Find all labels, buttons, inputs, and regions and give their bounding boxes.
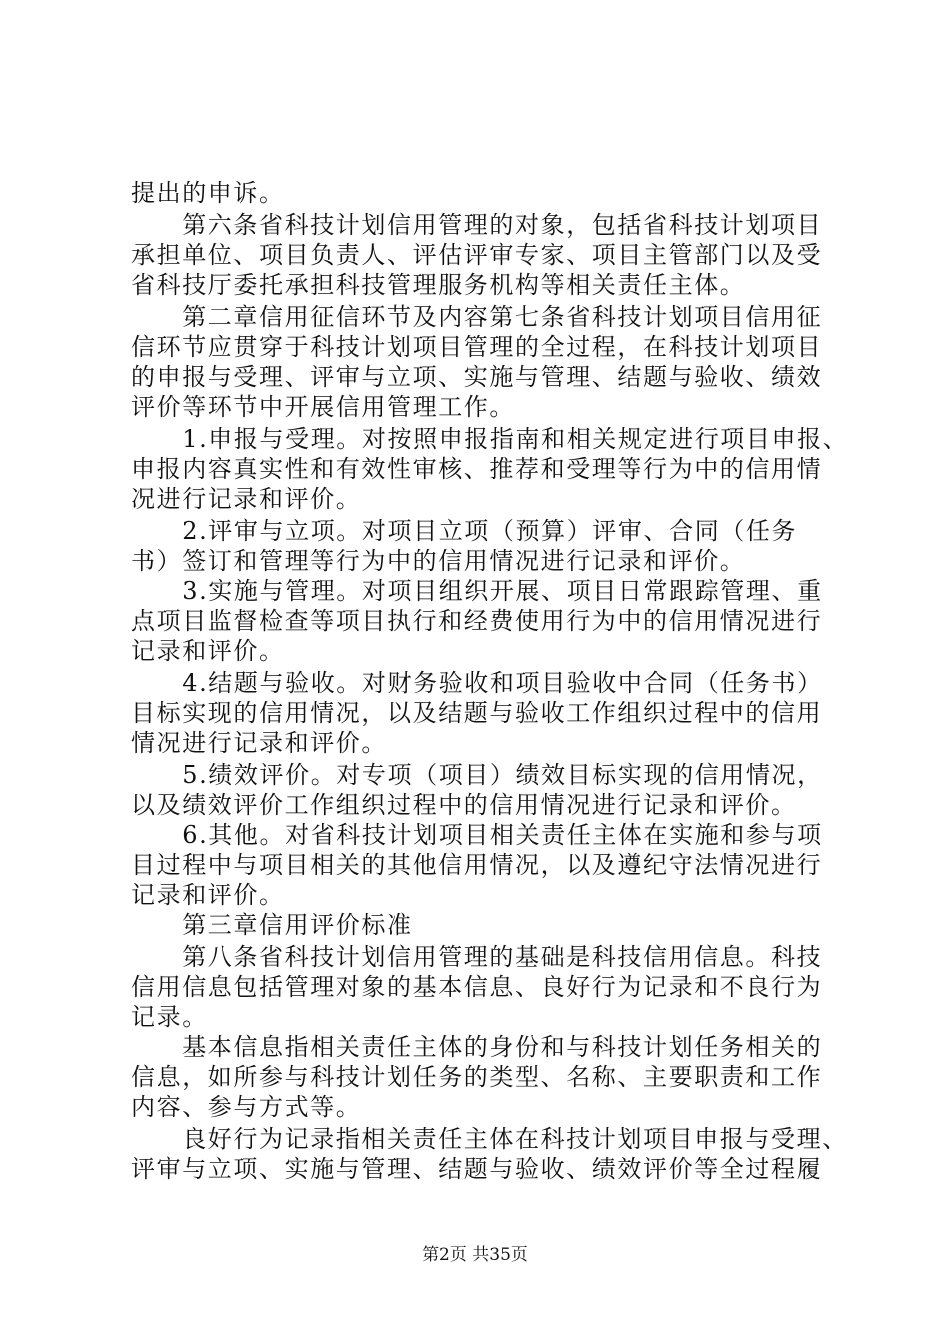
text-line: 情况进行记录和评价。	[131, 729, 387, 757]
text-line: 良好行为记录指相关责任主体在科技计划项目申报与受理、	[131, 1125, 848, 1153]
text-line: 信环节应贯穿于科技计划项目管理的全过程，在科技计划项目	[131, 333, 823, 361]
text-line: 5.绩效评价。对专项（项目）绩效目标实现的信用情况，	[131, 761, 823, 789]
text-line: 申报内容真实性和有效性审核、推荐和受理等行为中的信用情	[131, 455, 823, 483]
text-line: 提出的申诉。	[131, 179, 285, 207]
text-line: 省科技厅委托承担科技管理服务机构等相关责任主体。	[131, 271, 746, 299]
text-line: 内容、参与方式等。	[131, 1093, 362, 1121]
text-line: 承担单位、项目负责人、评估评审专家、项目主管部门以及受	[131, 241, 823, 269]
text-line: 记录和评价。	[131, 881, 285, 909]
text-line: 况进行记录和评价。	[131, 485, 362, 513]
section-heading: 第三章信用评价标准	[131, 911, 413, 939]
text-line: 书）签订和管理等行为中的信用情况进行记录和评价。	[131, 547, 746, 575]
text-line: 1.申报与受理。对按照申报指南和相关规定进行项目申报、	[131, 425, 849, 453]
text-line: 第二章信用征信环节及内容第七条省科技计划项目信用征	[131, 303, 823, 331]
text-line: 信用信息包括管理对象的基本信息、良好行为记录和不良行为	[131, 973, 823, 1001]
text-line: 3.实施与管理。对项目组织开展、项目日常跟踪管理、重	[131, 577, 823, 605]
text-line: 的申报与受理、评审与立项、实施与管理、结题与验收、绩效	[131, 363, 823, 391]
text-line: 第八条省科技计划信用管理的基础是科技信用信息。科技	[131, 943, 823, 971]
text-line: 目标实现的信用情况，以及结题与验收工作组织过程中的信用	[131, 699, 823, 727]
text-line: 6.其他。对省科技计划项目相关责任主体在实施和参与项	[131, 821, 823, 849]
text-line: 点项目监督检查等项目执行和经费使用行为中的信用情况进行	[131, 607, 823, 635]
text-line: 评价等环节中开展信用管理工作。	[131, 393, 515, 421]
text-line: 第六条省科技计划信用管理的对象，包括省科技计划项目	[131, 211, 823, 239]
text-line: 目过程中与项目相关的其他信用情况，以及遵纪守法情况进行	[131, 851, 823, 879]
page-footer: 第2页 共35页	[422, 1245, 528, 1265]
text-line: 记录。	[131, 1003, 208, 1031]
text-line: 信息，如所参与科技计划任务的类型、名称、主要职责和工作	[131, 1063, 823, 1091]
text-line: 4.结题与验收。对财务验收和项目验收中合同（任务书）	[131, 669, 823, 697]
text-line: 评审与立项、实施与管理、结题与验收、绩效评价等全过程履	[131, 1155, 823, 1183]
text-line: 以及绩效评价工作组织过程中的信用情况进行记录和评价。	[131, 791, 797, 819]
text-line: 2.评审与立项。对项目立项（预算）评审、合同（任务	[131, 517, 798, 545]
text-line: 记录和评价。	[131, 637, 285, 665]
text-line: 基本信息指相关责任主体的身份和与科技计划任务相关的	[131, 1033, 823, 1061]
